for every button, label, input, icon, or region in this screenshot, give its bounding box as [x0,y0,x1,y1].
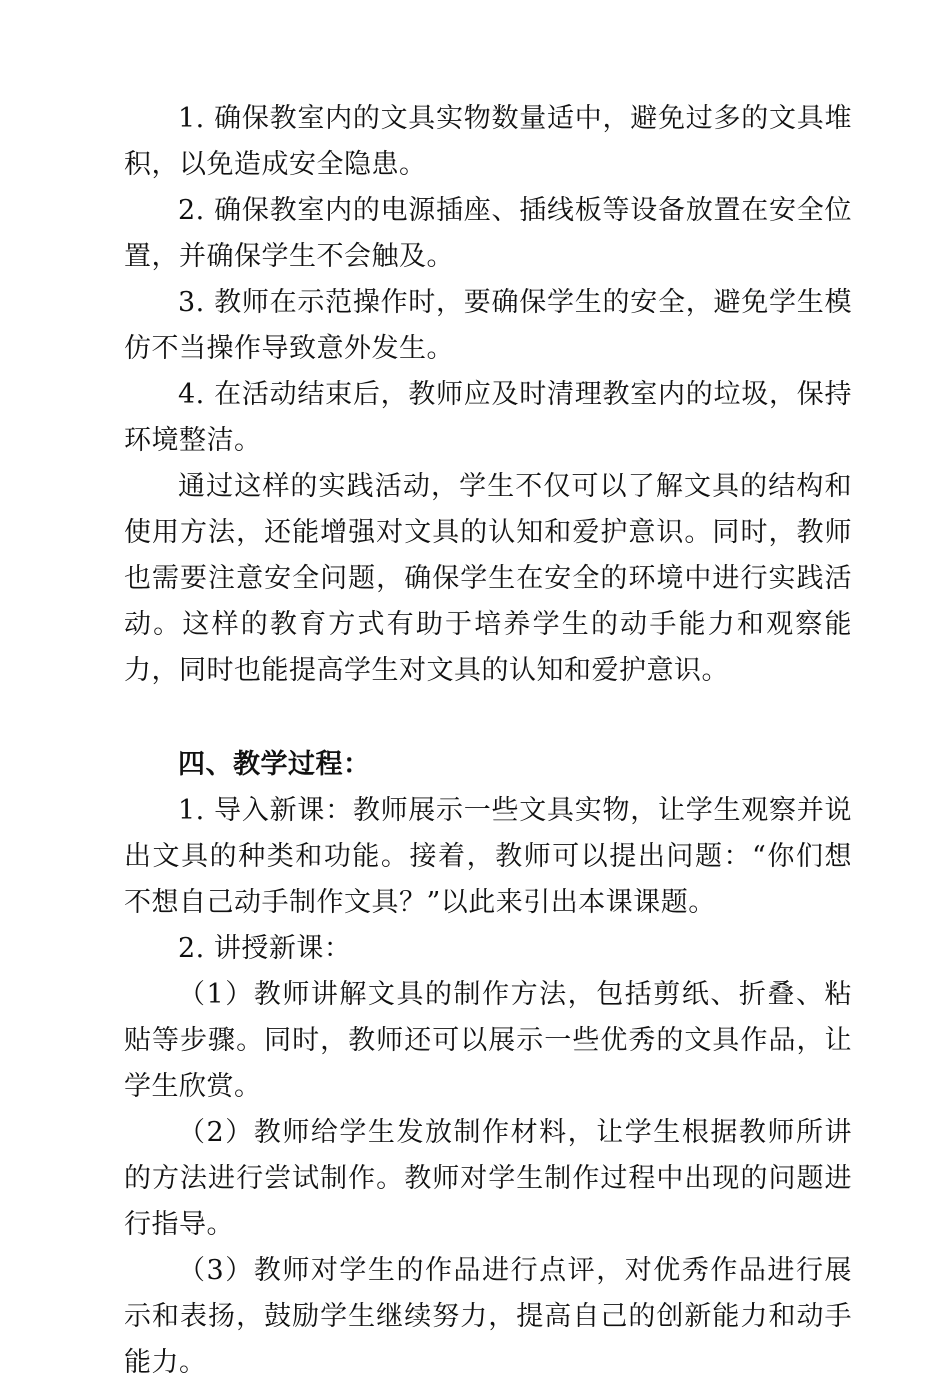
summary-paragraph: 通过这样的实践活动，学生不仅可以了解文具的结构和使用方法，还能增强对文具的认知和爱护意识。同时，教师也需要注意安全问题，确保学生在安全的环境中进行实践活动。这样的教育方式有助于培养学生的动手能力和观察能力，同时也能提高学生对文具的认知和爱护意识。 [124,471,852,686]
process-step-1: 1. 导入新课：教师展示一些文具实物，让学生观察并说出文具的种类和功能。接着，教师可以提出问题：“你们想不想自己动手制作文具？”以此来引出本课课题。 [124,795,852,918]
process-substep-3: （3）教师对学生的作品进行点评，对优秀作品进行展示和表扬，鼓励学生继续努力，提高自己的创新能力和动手能力。 [124,1255,852,1378]
safety-item-1: 1. 确保教室内的文具实物数量适中，避免过多的文具堆积，以免造成安全隐患。 [124,103,852,180]
safety-item-4: 4. 在活动结束后，教师应及时清理教室内的垃圾，保持环境整洁。 [124,379,852,456]
process-substep-2: （2）教师给学生发放制作材料，让学生根据教师所讲的方法进行尝试制作。教师对学生制作过程中出现的问题进行指导。 [124,1117,852,1240]
process-substep-1: （1）教师讲解文具的制作方法，包括剪纸、折叠、粘贴等步骤。同时，教师还可以展示一些优秀的文具作品，让学生欣赏。 [124,979,852,1102]
section-heading: 四、教学过程： [178,749,371,780]
process-step-2: 2. 讲授新课： [178,933,352,964]
document-page [124,96,852,1386]
safety-item-3: 3. 教师在示范操作时，要确保学生的安全，避免学生模仿不当操作导致意外发生。 [124,287,852,364]
safety-item-2: 2. 确保教室内的电源插座、插线板等设备放置在安全位置，并确保学生不会触及。 [124,195,852,272]
